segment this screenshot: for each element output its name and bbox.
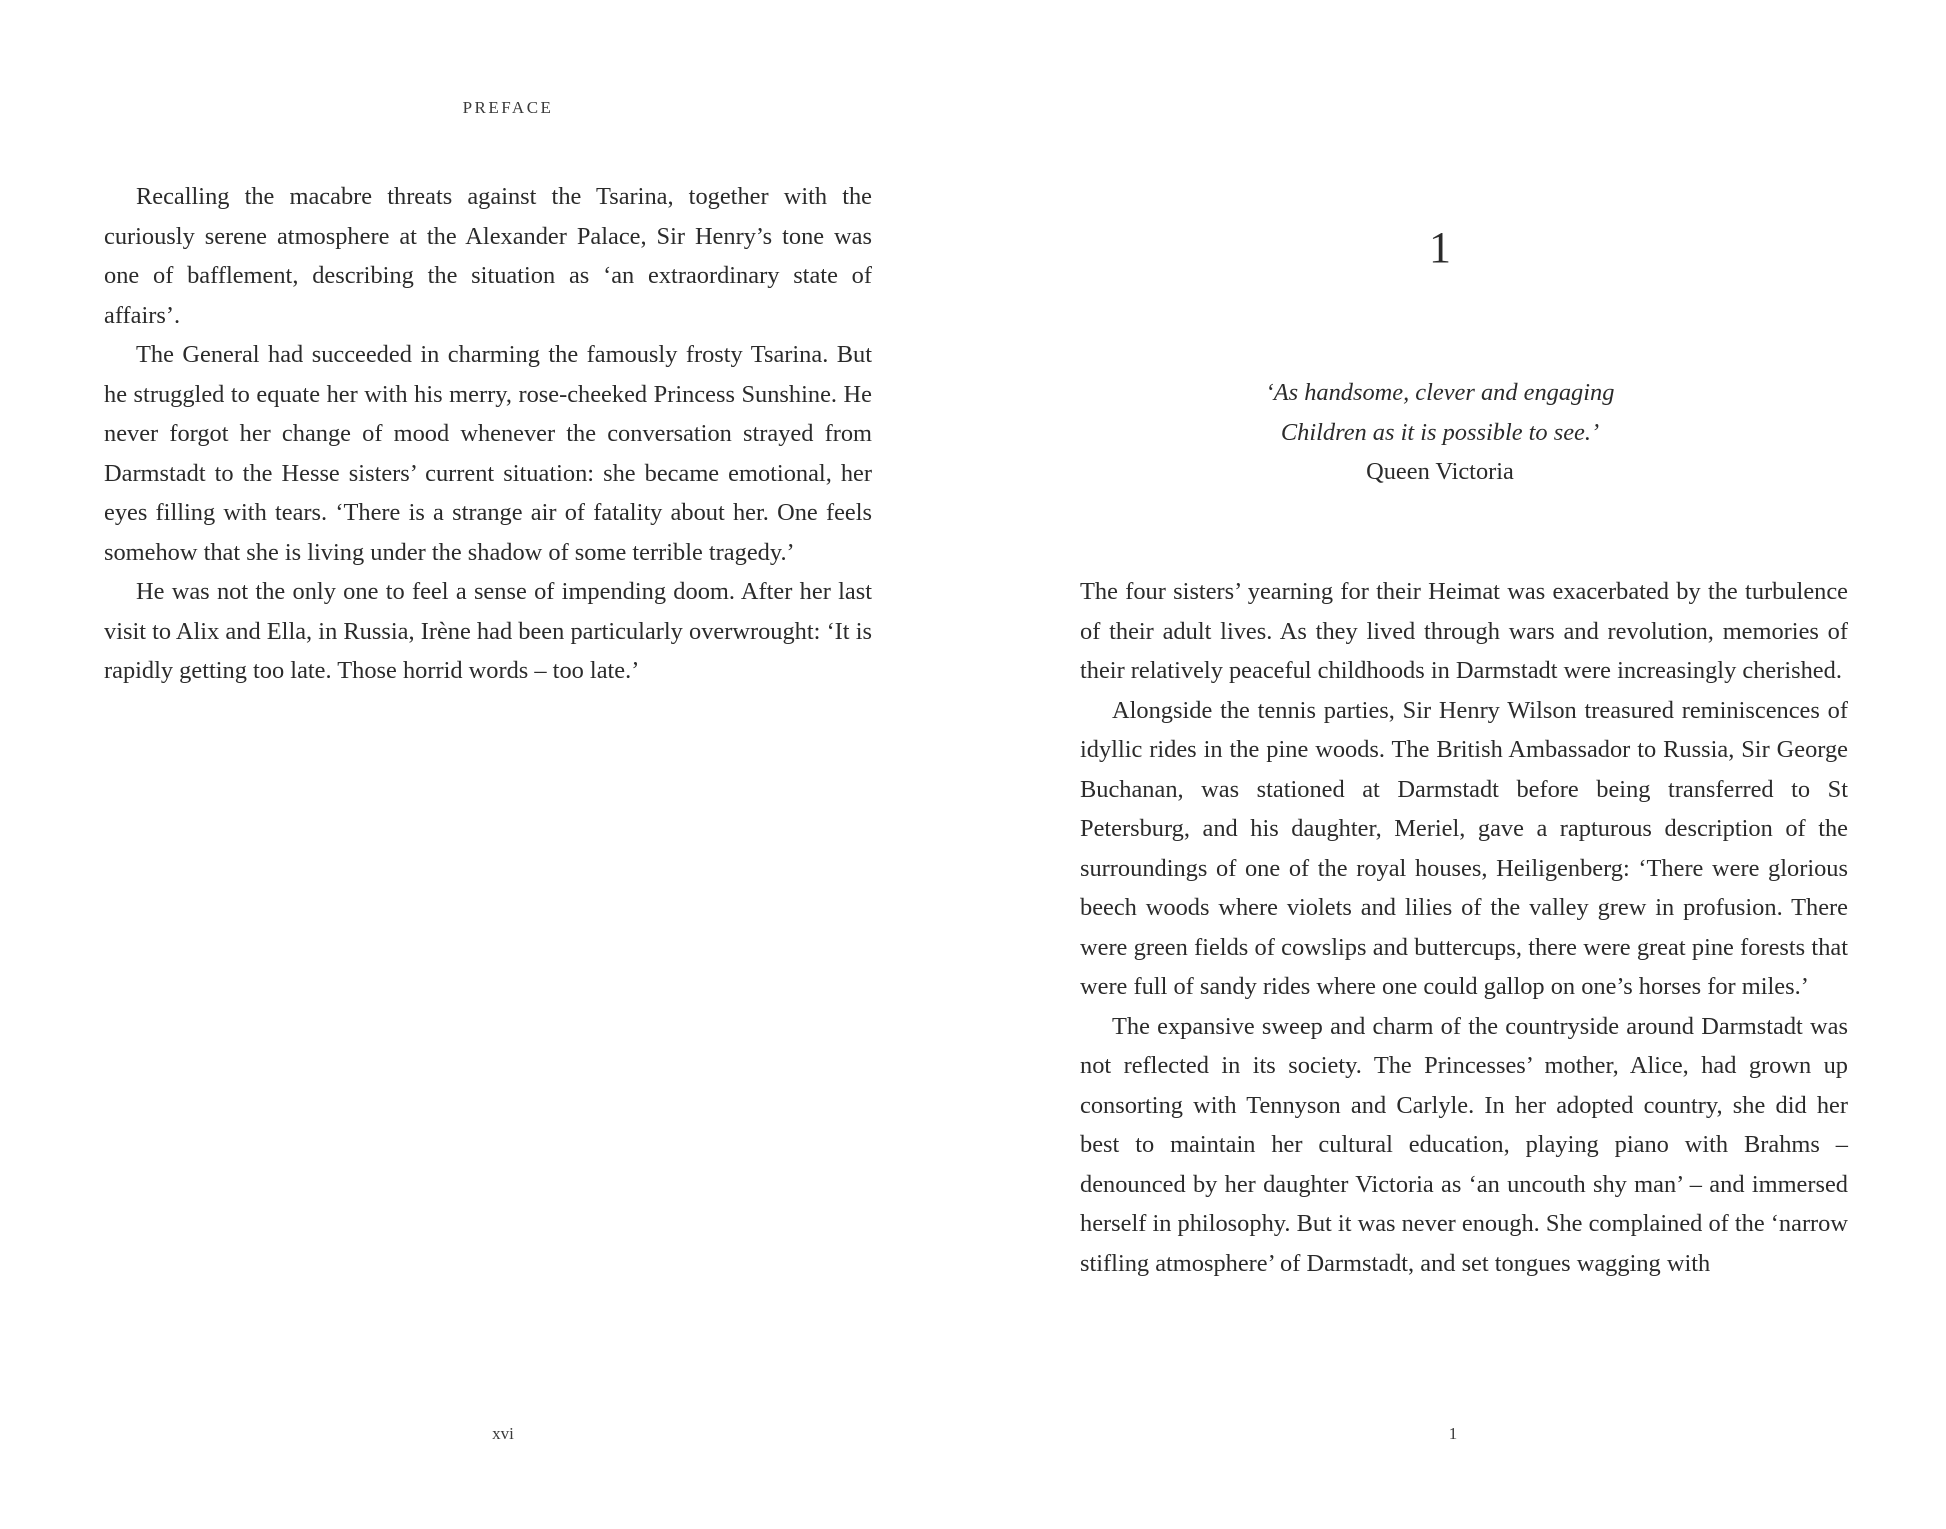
epigraph-quote-line: ‘As handsome, clever and engaging xyxy=(1265,379,1615,406)
epigraph xyxy=(1180,373,1700,492)
epigraph-quote-line: Children as it is possible to see.’ xyxy=(1280,418,1600,446)
right-page xyxy=(973,0,1946,1529)
epigraph-attribution: Queen Victoria xyxy=(1366,458,1514,485)
paragraph: The expansive sweep and charm of the countryside around Darmstadt was not reflected in its society. The Princesses’ mother, Alice, had grown up consorting with Tennyson and Carlyle. In her adopted country, she did her best to maintain her cultural education, playing piano with Brahms – denounced by her daughter Victoria as ‘an uncouth shy man’ – and immersed herself in philosophy. But it was never enough. She complained of the ‘narrow stifling atmosphere’ of Darmstadt, and set tongues wagging with xyxy=(1080,1012,1848,1277)
left-page-body xyxy=(104,177,872,691)
paragraph: He was not the only one to feel a sense of impending doom. After her last visit to Alix and Ella, in Russia, Irène had been particularly overwrought: ‘It is rapidly getting too late. Those horrid words – too late.’ xyxy=(104,578,872,684)
paragraph: Recalling the macabre threats against the Tsarina, together with the curiously serene atmosphere at the Alexander Palace, Sir Henry’s tone was one of bafflement, describing the situation as ‘an extraordinary state of affairs’. xyxy=(104,183,872,329)
paragraph: The four sisters’ yearning for their Heimat was exacerbated by the turbulence of their adult lives. As they lived through wars and revolution, memories of their relatively peaceful childhoods in Darmstadt were increasingly cherished. xyxy=(1080,578,1848,684)
right-page-body xyxy=(1080,572,1848,1283)
running-head: PREFACE xyxy=(462,98,554,117)
paragraph: Alongside the tennis parties, Sir Henry Wilson treasured reminiscences of idyllic rides in the pine woods. The British Ambassador to Russia, Sir George Buchanan, was stationed at Darmstadt before being transferred to St Petersburg, and his daughter, Meriel, gave a rapturous description of the surroundings of one of the royal houses, Heiligenberg: ‘There were glorious beech woods where violets and lilies of the valley grew in profusion. There were green fields of cowslips and buttercups, there were great pine forests that were full of sandy rides where one could gallop on one’s horses for miles.’ xyxy=(1080,696,1848,1000)
chapter-number: 1 xyxy=(1429,223,1451,272)
page-number: xvi xyxy=(492,1424,514,1443)
page-number: 1 xyxy=(1448,1424,1458,1443)
paragraph: The General had succeeded in charming the famously frosty Tsarina. But he struggled to equate her with his merry, rose-cheeked Princess Sunshine. He never forgot her change of mood whenever the conversation strayed from Darmstadt to the Hesse sisters’ current situation: she became emotional, her eyes filling with tears. ‘There is a strange air of fatality about her. One feels somehow that she is living under the shadow of some terrible tragedy.’ xyxy=(104,341,872,566)
